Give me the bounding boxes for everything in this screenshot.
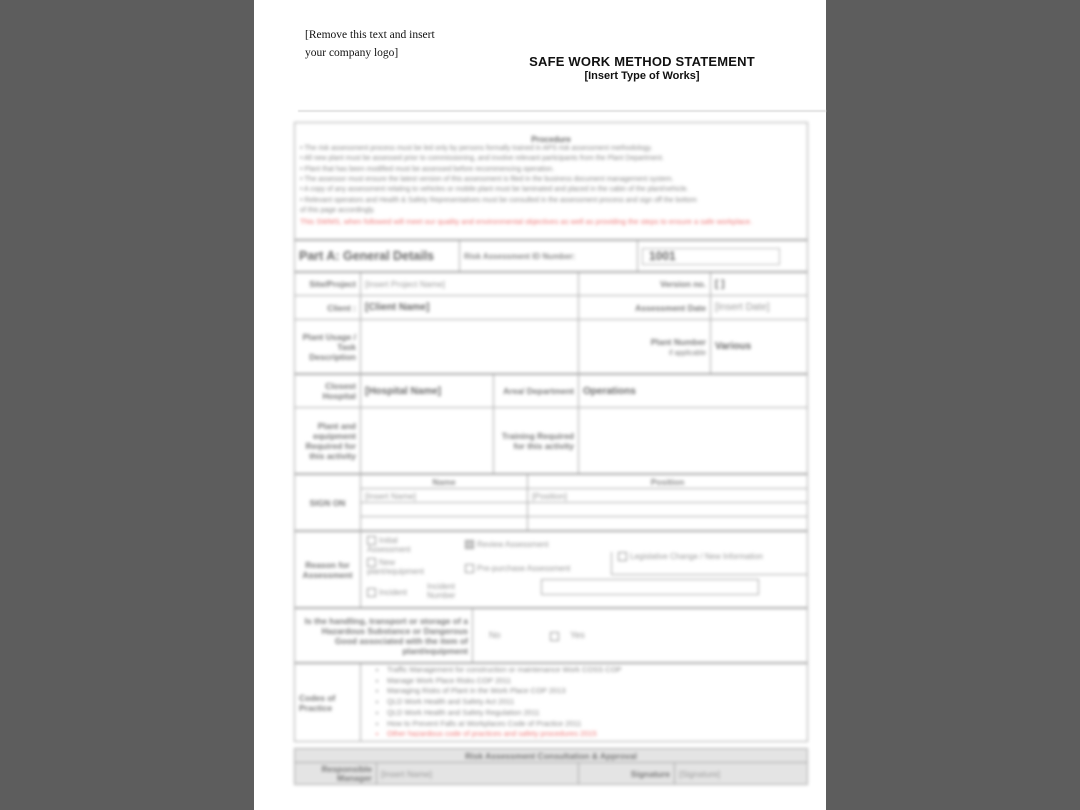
manager-field[interactable]: [Insert Name] <box>377 763 579 785</box>
general-details-table <box>294 272 808 374</box>
sign-on-label: SIGN ON <box>295 475 361 531</box>
client-field[interactable]: [Client Name] <box>361 296 579 320</box>
plant-usage-label: Plant Usage / Task Description <box>295 320 361 374</box>
version-label: Version no. <box>579 273 711 296</box>
area-field[interactable]: Operations <box>579 375 808 408</box>
risk-id-label: Risk Assessment ID Number: <box>460 241 638 272</box>
codes-list-cell <box>361 664 808 742</box>
procedure-item: • The risk assessment process must be led only by persons formally trained in APS risk assessment methodology. <box>300 144 653 152</box>
reason-pre-purchase[interactable] <box>465 564 570 573</box>
logo-placeholder: [Remove this text and insert your company logo] <box>305 29 435 59</box>
hospital-label: Closest Hospital <box>295 375 361 408</box>
training-field[interactable] <box>579 408 808 474</box>
sign-on-name-field[interactable] <box>361 503 528 517</box>
reason-new-plant[interactable] <box>367 558 427 576</box>
position-header: Position <box>528 475 808 489</box>
hazardous-options <box>473 609 808 663</box>
site-label: Site/Project <box>295 273 361 296</box>
sign-on-table <box>294 474 808 531</box>
reason-initial[interactable] <box>367 536 427 554</box>
incident-number-field[interactable] <box>541 579 759 595</box>
new-plant-checkbox[interactable] <box>367 558 376 567</box>
pre-purchase-label: Pre-purchase Assessment <box>477 564 571 573</box>
initial-label: Initial Assessment <box>367 536 411 555</box>
assessment-date-label: Assessment Date <box>579 296 711 320</box>
codes-table <box>294 663 808 742</box>
version-field[interactable]: [ ] <box>711 273 808 296</box>
document-page <box>254 0 826 810</box>
hospital-field[interactable]: [Hospital Name] <box>361 375 494 408</box>
area-label: Area/ Department <box>494 375 579 408</box>
procedure-cell <box>295 123 808 240</box>
hazardous-table <box>294 608 808 663</box>
reason-legislative[interactable] <box>611 552 808 575</box>
sign-on-name-field[interactable] <box>361 517 528 531</box>
plant-number-label: Plant Number <box>650 336 706 347</box>
plant-equipment-label: Plant and equipment Required for this activity <box>295 408 361 474</box>
initial-checkbox[interactable] <box>367 536 376 545</box>
procedure-title: Procedure <box>531 134 571 144</box>
code-item: • QLD Work Health and Safety Act 2011 <box>387 697 803 708</box>
hospital-table <box>294 374 808 474</box>
plant-number-field[interactable]: Various <box>711 320 808 374</box>
code-item-note: • Other hazardous code of practices and safety procedures 2015 <box>387 729 803 740</box>
incident-number-label: Incident Number <box>427 582 456 600</box>
code-item: • Managing Risks of Plant in the Work Place COP 2013 <box>387 686 803 697</box>
plant-usage-field[interactable] <box>361 320 579 374</box>
assessment-date-field[interactable]: [Insert Date] <box>711 296 808 320</box>
code-item: • Traffic Management for construction or maintenance Work COSS COP <box>387 665 803 676</box>
reason-table <box>294 531 808 608</box>
assessment-form <box>294 122 808 785</box>
part-a-header <box>294 240 808 272</box>
procedure-item: of this page accordingly. <box>300 207 375 215</box>
site-field[interactable]: [Insert Project Name] <box>361 273 579 296</box>
sign-on-position-field[interactable] <box>528 503 808 517</box>
code-item: • How to Prevent Falls at Workplaces Code of Practice 2011 <box>387 719 803 730</box>
no-label: No <box>489 630 501 641</box>
signature-field[interactable]: [Signature] <box>675 763 808 785</box>
document-title-block <box>504 54 780 82</box>
code-item: • QLD Work Health and Safety Regulation 2011 <box>387 708 803 719</box>
reason-options <box>361 532 808 608</box>
part-a-heading: Part A: General Details <box>295 241 460 272</box>
plant-equipment-field[interactable] <box>361 408 494 474</box>
signature-label: Signature <box>579 763 675 785</box>
yes-label: Yes <box>570 630 585 641</box>
header-divider <box>298 110 826 112</box>
new-plant-label: New plant/equipment <box>367 558 424 577</box>
reason-review[interactable] <box>465 540 549 549</box>
sign-on-position-field[interactable]: [Position] <box>528 489 808 503</box>
incident-checkbox[interactable] <box>367 588 376 597</box>
consultation-table <box>294 748 808 785</box>
procedure-table <box>294 122 808 240</box>
procedure-item: • The assessor must ensure the latest version of this assessment is filed in the business document management system. <box>300 176 674 184</box>
risk-id-field[interactable]: 1001 <box>642 248 780 265</box>
plant-number-label-cell <box>579 320 711 374</box>
code-item: • Manage Work Place Risks COP 2011 <box>387 676 803 687</box>
reason-label: Reason for Assessment <box>295 532 361 608</box>
name-header: Name <box>361 475 528 489</box>
document-title: SAFE WORK METHOD STATEMENT <box>529 54 755 69</box>
procedure-item: • All new plant must be assessed prior to commissioning, and involve relevant participants from the Plant Department. <box>300 155 664 163</box>
review-label: Review Assessment <box>477 540 549 549</box>
hazardous-checkbox[interactable] <box>550 632 559 641</box>
reason-incident[interactable] <box>367 588 407 597</box>
review-checkbox[interactable] <box>465 540 474 549</box>
incident-label: Incident <box>379 588 408 597</box>
procedure-note: This SWMS, when followed will meet our quality and environmental objectives as well as providing the steps to ensure a safe workplace. <box>300 216 753 226</box>
consultation-heading: Risk Assessment Consultation & Approval <box>295 749 808 763</box>
pre-purchase-checkbox[interactable] <box>465 564 474 573</box>
legislative-checkbox[interactable] <box>618 552 627 561</box>
sign-on-name-field[interactable]: [Insert Name] <box>361 489 528 503</box>
procedure-item: • Plant that has been modified must be assessed before recommencing operation. <box>300 165 555 173</box>
plant-number-sub: if applicable <box>669 349 706 357</box>
client-label: Client : <box>295 296 361 320</box>
manager-label: Responsible Manager <box>295 763 377 785</box>
procedure-item: • Relevant operators and Health & Safety Representatives must be consulted in the assessment process and sign off the bottom <box>300 196 697 204</box>
sign-on-position-field[interactable] <box>528 517 808 531</box>
legislative-label: Legislative Change / New Information <box>630 552 763 561</box>
procedure-item: • A copy of any assessment relating to vehicles or mobile plant must be laminated and placed in the cabin of the plant/vehicle. <box>300 186 689 194</box>
document-subtitle: [Insert Type of Works] <box>584 70 700 82</box>
hazardous-label: Is the handling, transport or storage of a Hazardous Substance or Dangerous Good associated with the item of plant/equipment <box>295 609 473 663</box>
training-label: Training Required for this activity <box>494 408 579 474</box>
codes-label: Codes of Practice <box>295 664 361 742</box>
